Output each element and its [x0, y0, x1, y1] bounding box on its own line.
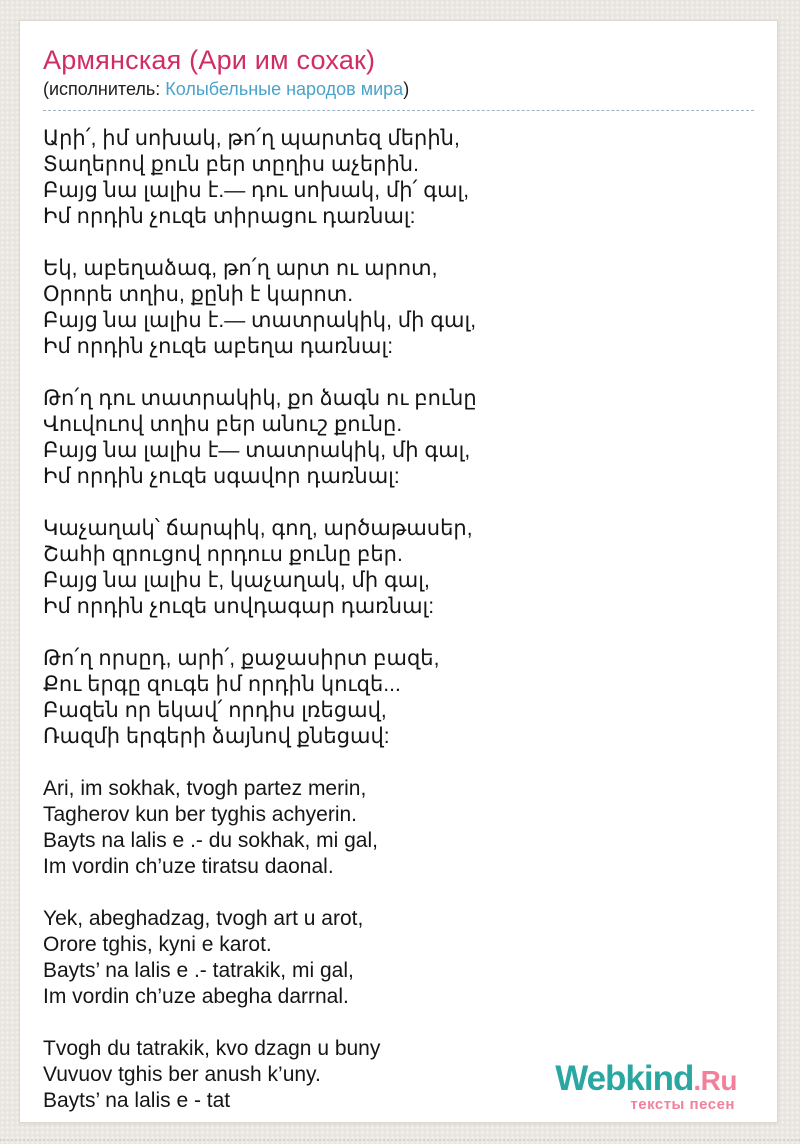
lyric-line: Vuvuov tghis ber anush k’uny.	[43, 1063, 321, 1086]
lyric-line: Իմ որդին չուզե տիրացու դառնալ:	[43, 205, 416, 228]
armenian-stanza-3	[43, 386, 754, 490]
lyric-line: Եկ, աբեղաձագ, թո՛ղ արտ ու արոտ,	[43, 257, 438, 280]
lyric-line: Թո՛ղ որսըդ, արի՛, քաջասիրտ բազե,	[43, 647, 440, 670]
lyric-line: Շահի զրուցով որդուս քունը բեր.	[43, 543, 403, 566]
webkind-logo-text	[555, 1061, 737, 1096]
bottom-dotted-line	[0, 1139, 800, 1141]
lyric-line: Բայց նա լալիս է— տատրակիկ, մի գալ,	[43, 439, 471, 462]
logo-webkind-label: Webkind	[555, 1059, 694, 1098]
armenian-stanza-4	[43, 516, 754, 620]
artist-line	[43, 78, 754, 111]
armenian-stanza-2	[43, 256, 754, 360]
artist-prefix: (исполнитель:	[43, 79, 166, 99]
lyric-line: Bayts’ na lalis e .- tatrakik, mi gal,	[43, 959, 354, 982]
content-card	[19, 20, 778, 1123]
lyric-line: Իմ որդին չուզե սգավոր դառնալ:	[43, 465, 400, 488]
lyric-line: Թո՛ղ դու տատրակիկ, քո ձագն ու բունը	[43, 387, 477, 410]
lyric-line: Im vordin ch’uze abegha darrnal.	[43, 985, 349, 1008]
lyric-line: Orore tghis, kyni e karot.	[43, 933, 272, 956]
page-title: Армянская (Ари им сохак)	[43, 45, 376, 75]
lyrics-text	[43, 126, 754, 1114]
artist-link[interactable]: Колыбельные народов мира	[165, 79, 404, 99]
lyric-line: Արի՛, իմ սոխակ, թո՛ղ պարտեզ մերին,	[43, 127, 460, 150]
lyric-line: Bayts’ na lalis e - tat	[43, 1089, 231, 1112]
lyric-line: Քու երգը զուգե իմ որդին կուզե...	[43, 673, 401, 696]
lyric-line: Im vordin ch’uze tiratsu daonal.	[43, 855, 334, 878]
logo-ru-label: .Ru	[693, 1065, 737, 1096]
transliteration-stanza-1	[43, 776, 754, 880]
lyric-line: Իմ որդին չուզե աբեղա դառնալ:	[43, 335, 394, 358]
lyric-line: Տաղերով քուն բեր տըղիս աչերին.	[43, 153, 419, 176]
lyric-line: Վուվուով տղիս բեր անուշ քունը.	[43, 413, 403, 436]
lyric-line: Tagherov kun ber tyghis achyerin.	[43, 803, 358, 826]
lyric-line: Tvogh du tatrakik, kvo dzagn u buny	[43, 1037, 381, 1060]
lyric-line: Բայց նա լալիս է, կաչաղակ, մի գալ,	[43, 569, 430, 592]
lyric-line: Yek, abeghadzag, tvogh art u arot,	[43, 907, 364, 930]
armenian-stanza-1	[43, 126, 754, 230]
lyric-line: Կաչաղակ՝ ճարպիկ, գող, արծաթասեր,	[43, 517, 473, 540]
lyric-line: Ռազմի երգերի ձայնով քնեցավ:	[43, 725, 390, 748]
logo-tagline: тексты песен	[630, 1096, 735, 1113]
lyric-line: Իմ որդին չուզե սովդագար դառնալ:	[43, 595, 435, 618]
artist-suffix: )	[403, 79, 410, 99]
webkind-logo[interactable]	[555, 1061, 737, 1112]
transliteration-stanza-2	[43, 906, 754, 1010]
lyric-line: Ari, im sokhak, tvogh partez merin,	[43, 777, 367, 800]
armenian-stanza-5	[43, 646, 754, 750]
lyric-line: Բայց նա լալիս է.— դու սոխակ, մի՛ գալ,	[43, 179, 470, 202]
lyric-line: Օրորե տղիս, քընի է կարոտ.	[43, 283, 354, 306]
lyric-line: Bayts na lalis e .- du sokhak, mi gal,	[43, 829, 378, 852]
lyric-line: Բայց նա լալիս է.— տատրակիկ, մի գալ,	[43, 309, 477, 332]
lyric-line: Բազեն որ եկավ՛ որդիս լռեցավ,	[43, 699, 387, 722]
